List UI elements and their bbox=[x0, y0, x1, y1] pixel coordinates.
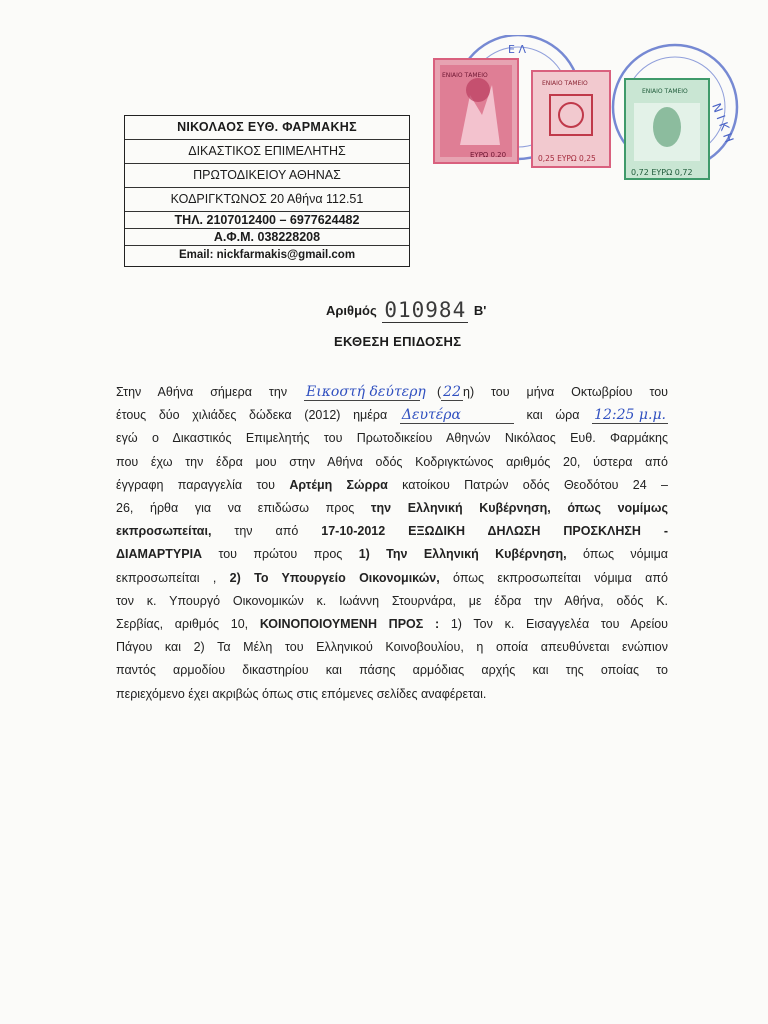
revenue-stamps bbox=[420, 35, 760, 185]
body-line: εκπροσωπείται , 2) Το Υπουργείο Οικονομικών, όπως εκπροσωπείται νόμιμα από bbox=[116, 570, 668, 585]
stamp-3 bbox=[625, 79, 709, 179]
stamp-2-value: 0,25 ΕΥΡΩ 0,25 bbox=[538, 154, 596, 163]
document-number-line bbox=[326, 298, 486, 323]
body-line: 26, ήρθα για να επιδώσω προς την Ελληνική Κυβέρνηση, όπως νομίμως bbox=[116, 501, 668, 516]
stamp-3-text: ΕΝΙΑΙΟ ΤΑΜΕΙΟ bbox=[642, 88, 688, 95]
stamp-3-value: 0,72 ΕΥΡΩ 0,72 bbox=[631, 168, 693, 177]
bailiff-afm: Α.Φ.Μ. 038228208 bbox=[125, 229, 409, 246]
body-line: εγώ ο Δικαστικός Επιμελητής του Πρωτοδικείου Αθηνών Νικόλαος Ευθ. Φαρμάκης bbox=[116, 431, 668, 446]
body-line: έγγραφη παραγγελία του Αρτέμη Σώρρα κατοίκου Πατρών οδός Θεοδότου 24 – bbox=[116, 477, 668, 492]
document-number: 010984 bbox=[384, 298, 467, 322]
number-label: Αριθμός bbox=[326, 303, 377, 318]
stamp-1-text: ΕΝΙΑΙΟ ΤΑΜΕΙΟ bbox=[442, 72, 488, 79]
stamp-2 bbox=[532, 71, 610, 167]
document-body bbox=[116, 381, 668, 706]
body-line: τον κ. Υπουργό Οικονομικών κ. Ιωάννη Στουρνάρα, με έδρα την Αθήνα, οδός Κ. bbox=[116, 593, 668, 608]
body-line: ΔΙΑΜΑΡΤΥΡΙΑ του πρώτου προς 1) Την Ελληνική Κυβέρνηση, όπως νόμιμα bbox=[116, 547, 668, 562]
body-line: που έχω την έδρα μου στην Αθήνα οδός Κοδριγκτώνος αριθμός 20, ύστερα από bbox=[116, 454, 668, 469]
bailiff-court: ΠΡΩΤΟΔΙΚΕΙΟΥ ΑΘΗΝΑΣ bbox=[125, 164, 409, 188]
body-line: παντός αρμοδίου δικαστηρίου και πάσης αρμόδιας αρχής και της οποίας το bbox=[116, 663, 668, 678]
stamp-1-value: ΕΥΡΩ 0.20 bbox=[470, 151, 507, 159]
body-line: Πάγου και 2) Τα Μέλη του Ελληνικού Κοινοβουλίου, η οποία απευθύνεται ενώπιον bbox=[116, 640, 668, 655]
bailiff-address: ΚΟΔΡΙΓΚΤΩΝΟΣ 20 Αθήνα 112.51 bbox=[125, 188, 409, 212]
svg-text:Ε Λ: Ε Λ bbox=[508, 43, 526, 56]
bailiff-name: ΝΙΚΟΛΑΟΣ ΕΥΘ. ΦΑΡΜΑΚΗΣ bbox=[125, 116, 409, 140]
body-line: Σερβίας, αριθμός 10, ΚΟΙΝΟΠΟΙΟΥΜΕΝΗ ΠΡΟΣ : 1) Τον κ. Εισαγγελέα του Αρείου bbox=[116, 617, 668, 632]
number-suffix: Β' bbox=[473, 303, 487, 318]
body-line: εκπροσωπείται, την από 17-10-2012 ΕΞΩΔΙΚΗ ΔΗΛΩΣΗ ΠΡΟΣΚΛΗΣΗ - bbox=[116, 524, 668, 539]
bailiff-title: ΔΙΚΑΣΤΙΚΟΣ ΕΠΙΜΕΛΗΤΗΣ bbox=[125, 140, 409, 164]
handwritten-day-number: 22 bbox=[443, 384, 461, 400]
body-line: έτους δύο χιλιάδες δώδεκα (2012) ημέρα Δευτέρα και ώρα 12:25 μ.μ. bbox=[116, 407, 667, 424]
handwritten-weekday: Δευτέρα bbox=[400, 407, 514, 424]
stamp-2-text: ΕΝΙΑΙΟ ΤΑΜΕΙΟ bbox=[542, 80, 588, 87]
body-line: Στην Αθήνα σήμερα την Εικοστή δεύτερη ( 22 η) του μήνα Οκτωβρίου του bbox=[116, 384, 668, 400]
document-title: ΕΚΘΕΣΗ ΕΠΙΔΟΣΗΣ bbox=[334, 334, 462, 349]
bailiff-info-box bbox=[124, 115, 410, 267]
svg-text:Ν Ι Κ Η: Ν Ι Κ Η bbox=[709, 101, 737, 145]
handwritten-time: 12:25 μ.μ. bbox=[594, 407, 667, 424]
body-line: περιεχόμενο έχει ακριβώς όπως στις επόμενες σελίδες αναφέρεται. bbox=[116, 686, 487, 701]
bailiff-phone: ΤΗΛ. 2107012400 – 6977624482 bbox=[125, 212, 409, 229]
bailiff-email: Email: nickfarmakis@gmail.com bbox=[178, 249, 356, 261]
stamp-1 bbox=[434, 59, 518, 163]
handwritten-day: Εικοστή δεύτερη bbox=[306, 384, 426, 400]
